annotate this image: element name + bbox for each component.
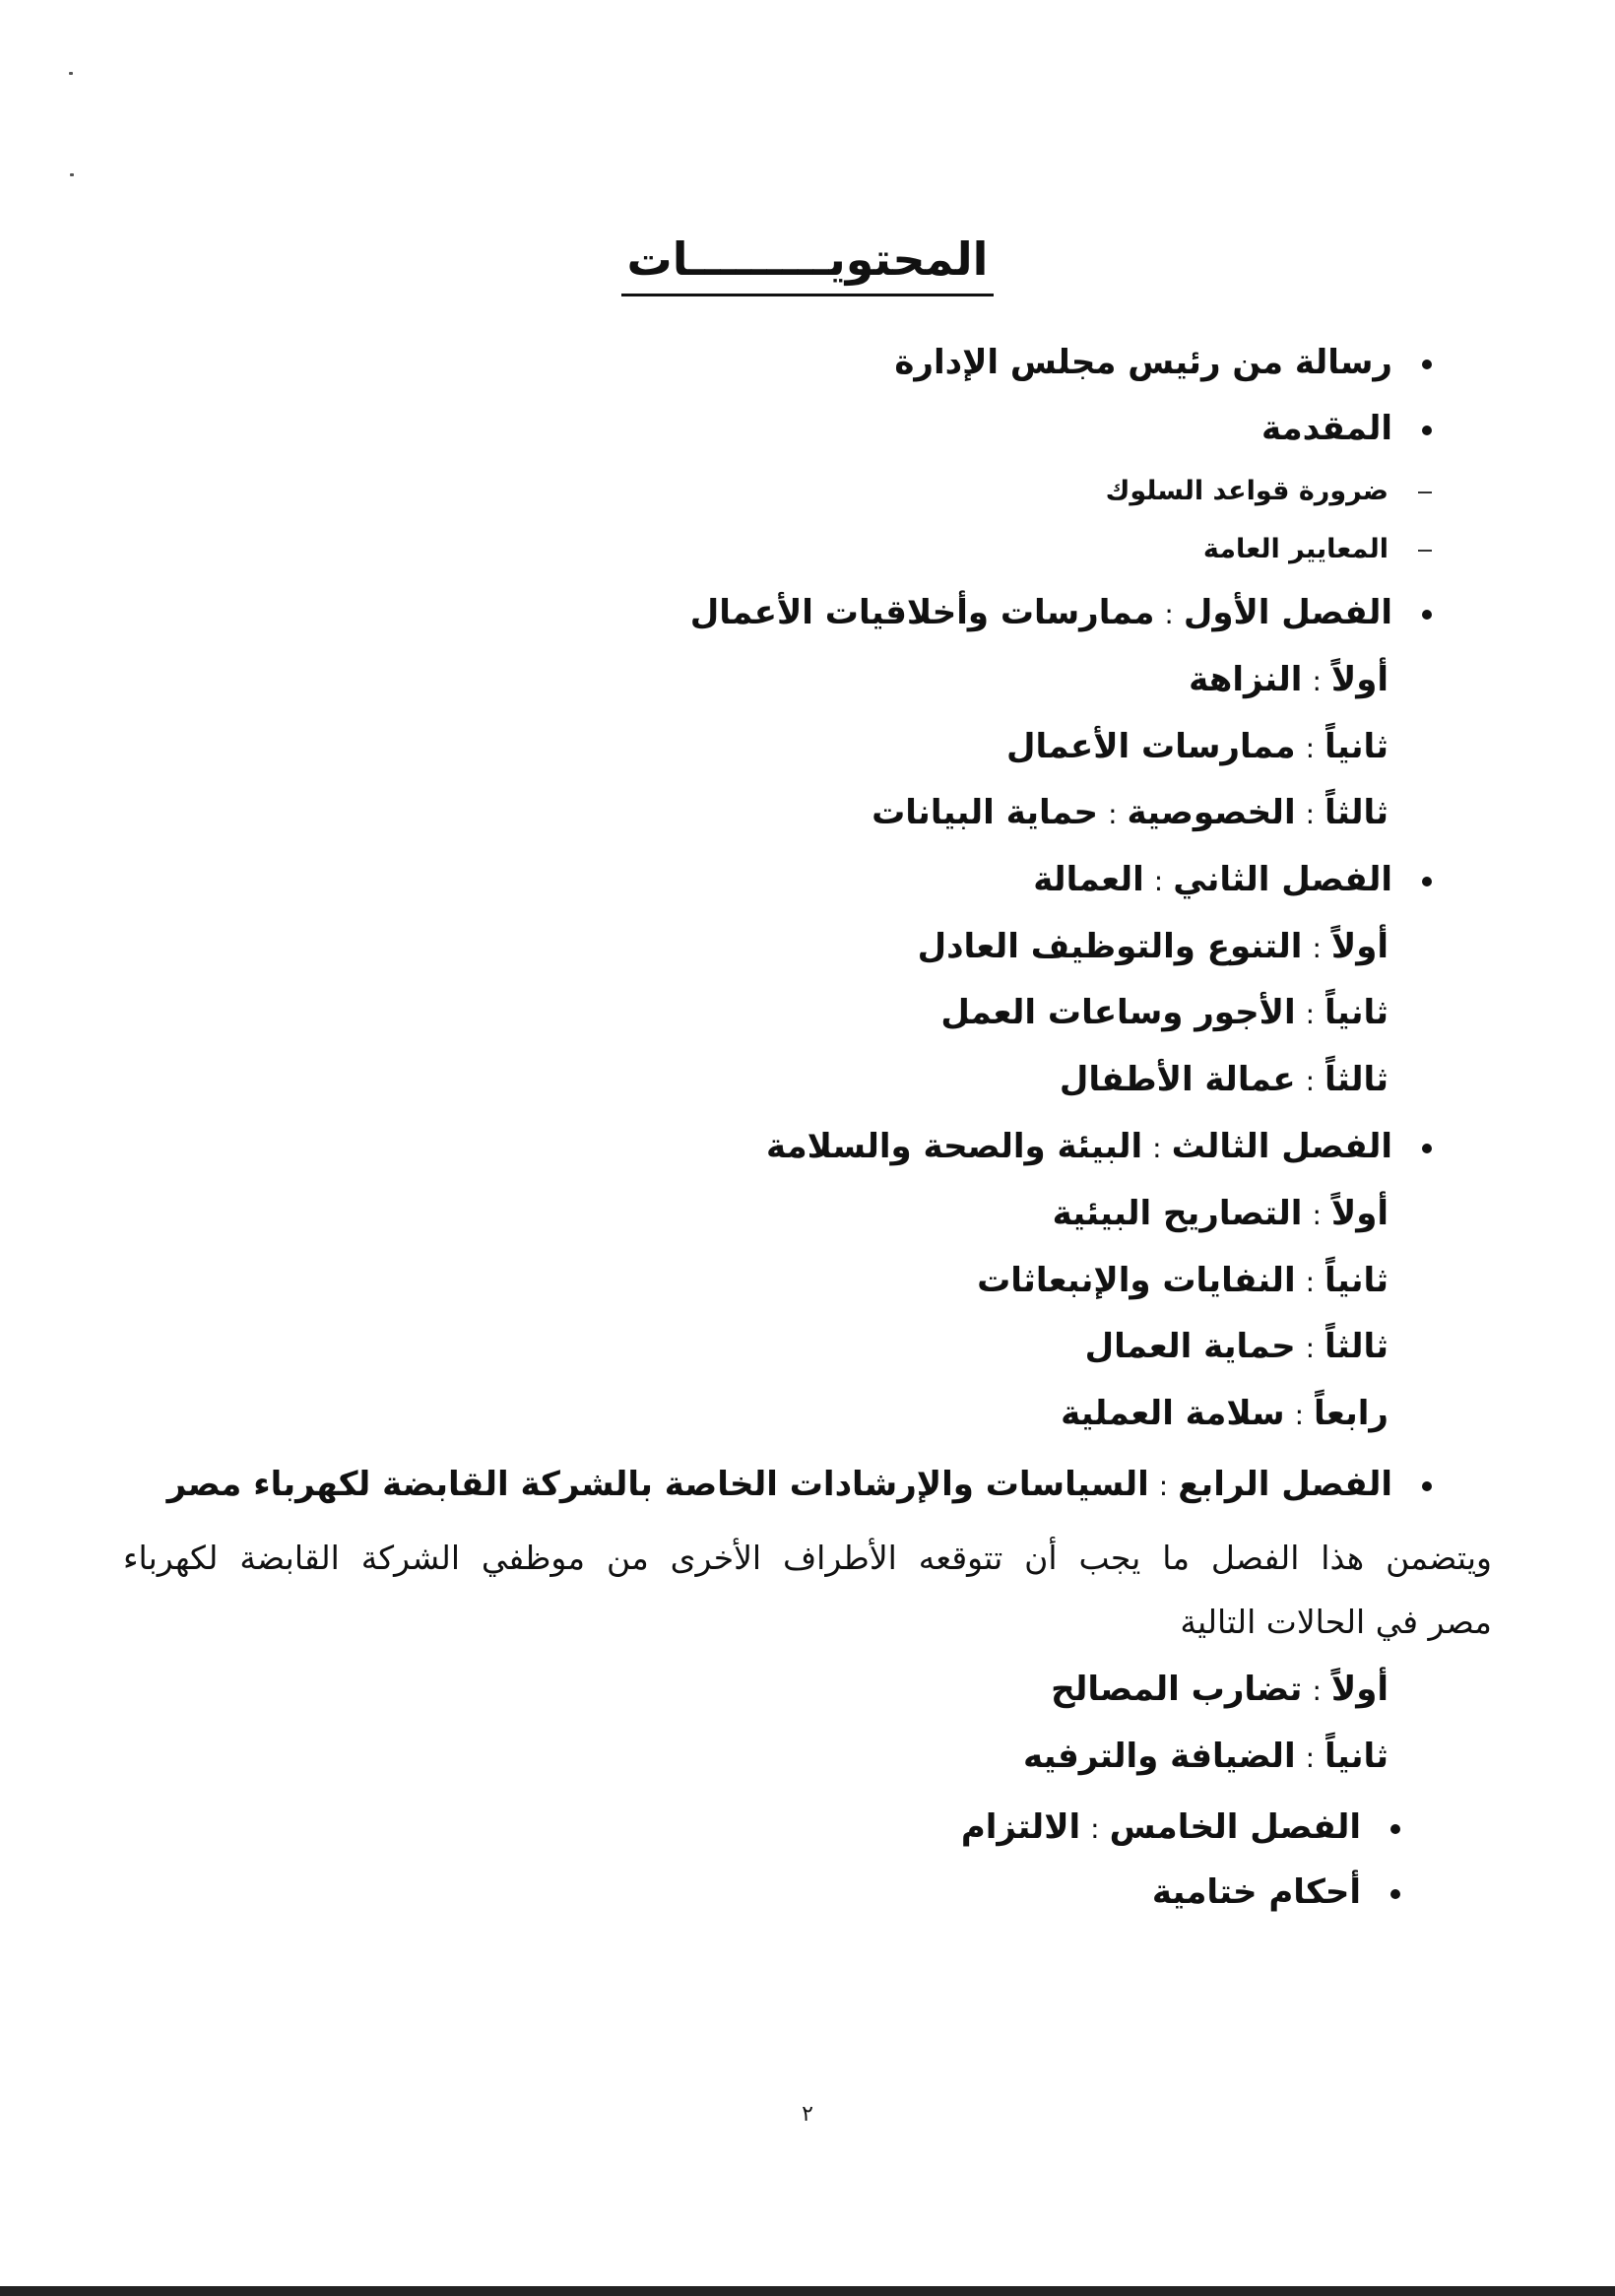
scan-speck bbox=[70, 173, 74, 176]
toc-ch4-item-2[interactable]: ثانياً:الضيافة والترفيه bbox=[1022, 1737, 1389, 1776]
toc-ch2-item-2[interactable]: ثانياً:الأجور وساعات العمل bbox=[940, 993, 1389, 1032]
scan-bottom-edge bbox=[0, 2286, 1615, 2296]
toc-entry-final-provisions[interactable]: أحكام ختامية bbox=[1152, 1870, 1400, 1914]
bullet-icon bbox=[1422, 426, 1432, 435]
toc-ch1-item-2[interactable]: ثانياً:ممارسات الأعمال bbox=[1005, 727, 1389, 766]
toc-chapter-4[interactable]: الفصل الرابع:السياسات والإرشادات الخاصة بالشركة القابضة لكهرباء مصر bbox=[167, 1463, 1432, 1508]
toc-ch2-item-1[interactable]: أولاً:التنوع والتوظيف العادل bbox=[917, 927, 1389, 966]
toc-subentry-conduct-necessity[interactable]: ضرورة قواعد السلوك bbox=[1106, 470, 1432, 513]
dash-icon bbox=[1418, 492, 1432, 493]
bullet-icon bbox=[1422, 877, 1432, 886]
bullet-icon bbox=[1422, 1144, 1432, 1153]
toc-entry-chairman-letter[interactable]: رسالة من رئيس مجلس الإدارة bbox=[894, 341, 1432, 384]
toc-chapter-3[interactable]: الفصل الثالث:البيئة والصحة والسلامة bbox=[766, 1125, 1432, 1170]
chapter-4-description: ويتضمن هذا الفصل ما يجب أن تتوقعه الأطراف الأخرى من موظفي الشركة القابضة لكهرباء bbox=[123, 1539, 1492, 1577]
bullet-icon bbox=[1422, 610, 1432, 620]
toc-ch3-item-4[interactable]: رابعاً:سلامة العملية bbox=[1061, 1394, 1389, 1433]
toc-ch1-item-3[interactable]: ثالثاً:الخصوصية:حماية البيانات bbox=[872, 793, 1389, 832]
dash-icon bbox=[1418, 550, 1432, 552]
toc-chapter-1[interactable]: الفصل الأول:ممارسات وأخلاقيات الأعمال bbox=[690, 591, 1432, 636]
chapter-4-description-line2: مصر في الحالات التالية bbox=[1180, 1603, 1492, 1641]
toc-chapter-2[interactable]: الفصل الثاني:العمالة bbox=[1033, 858, 1432, 903]
toc-ch3-item-2[interactable]: ثانياً:النفايات والإنبعاثات bbox=[977, 1261, 1389, 1300]
bullet-icon bbox=[1422, 360, 1432, 369]
bullet-icon bbox=[1390, 1824, 1400, 1834]
toc-ch2-item-3[interactable]: ثالثاً:عمالة الأطفال bbox=[1059, 1060, 1389, 1099]
toc-ch4-item-1[interactable]: أولاً:تضارب المصالح bbox=[1051, 1670, 1389, 1709]
toc-ch1-item-1[interactable]: أولاً:النزاهة bbox=[1189, 660, 1389, 699]
bullet-icon bbox=[1390, 1889, 1400, 1899]
bullet-icon bbox=[1422, 1481, 1432, 1491]
page-title: المحتويـــــــــات bbox=[0, 232, 1615, 296]
toc-entry-introduction[interactable]: المقدمة bbox=[1261, 407, 1432, 450]
toc-chapter-5[interactable]: الفصل الخامس:الالتزام bbox=[961, 1805, 1400, 1851]
toc-ch3-item-1[interactable]: أولاً:التصاريح البيئية bbox=[1052, 1194, 1389, 1233]
toc-ch3-item-3[interactable]: ثالثاً:حماية العمال bbox=[1084, 1327, 1389, 1366]
toc-subentry-general-standards[interactable]: المعايير العامة bbox=[1203, 528, 1432, 571]
scan-speck bbox=[69, 72, 73, 75]
page-number: ٢ bbox=[802, 2102, 813, 2127]
